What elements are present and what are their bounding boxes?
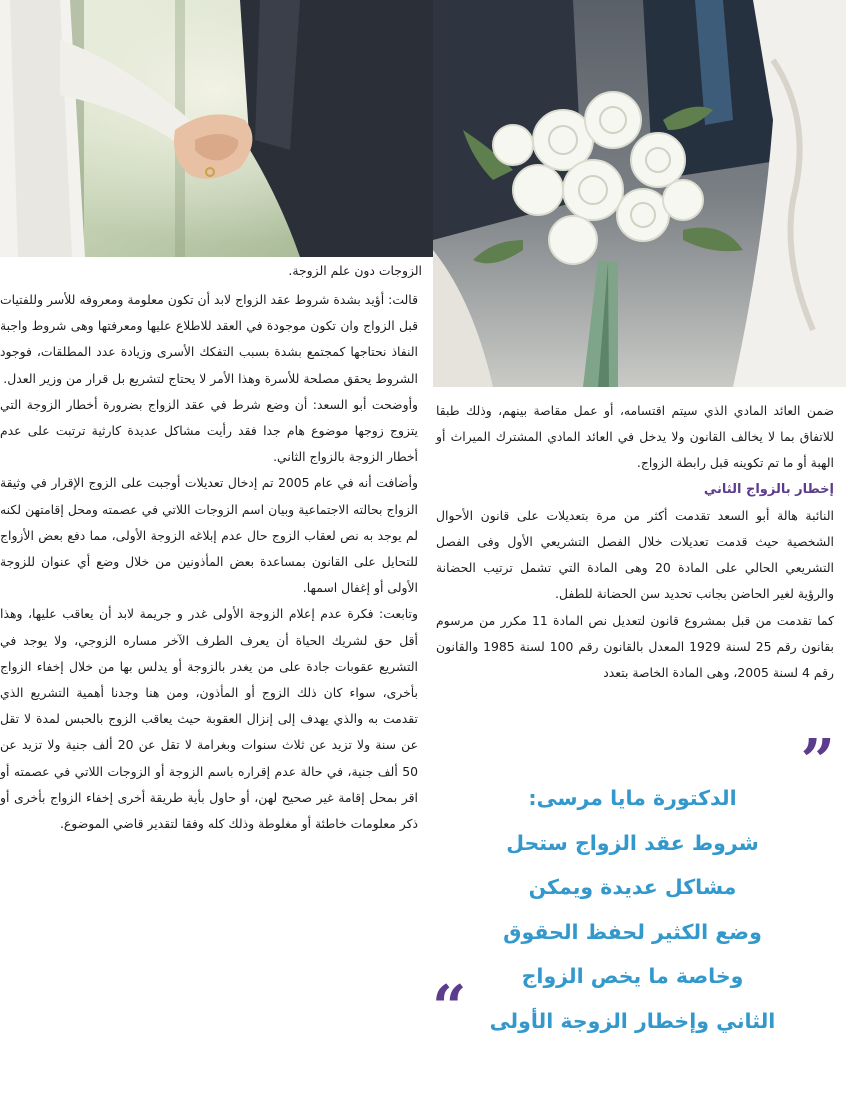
quote-line: وخاصة ما يخص الزواج: [521, 964, 744, 988]
paragraph: النائبة هالة أبو السعد تقدمت أكثر من مرة بتعديلات على قانون الأحوال الشخصية حيث قدمت تعديلات خلال الفصل التشريعي الأول وفى الفصل التشريعي الحالي على المادة 20 وهى المادة التي تشمل ترتيب الحضانة والرؤية لغير الحاضن بجانب تحديد سن الحضانة للطفل.: [436, 507, 834, 602]
quote-line: مشاكل عديدة ويمكن: [528, 875, 737, 899]
right-column: [436, 398, 834, 686]
photo-wedding-bouquet: [433, 0, 846, 387]
paragraph: وأوضحت أبو السعد: أن وضع شرط في عقد الزواج بضرورة أخطار الزوجة التي يتزوج زوجها موضوع هام جدا فقد رأيت مشاكل عديدة كارثية ترتبت على عدم أخطار الزوجة بالزواج الثاني.: [0, 396, 418, 465]
left-column-top: [262, 258, 422, 284]
paragraph: ضمن العائد المادي الذي سيتم اقتسامه، أو عمل مقاصة بينهم، وذلك طبقا للاتفاق بما لا يخالف القانون ولا يدخل في العائد المادي المشترك الميراث أو الهبة أو ما تم تكوينه قبل رابطة الزواج.: [436, 403, 834, 471]
paragraph: وأضافت أنه في عام 2005 تم إدخال تعديلات أوجبت على الزوج الإقرار في وثيقة الزواج بحالته الاجتماعية وبيان اسم الزوجات اللاتي في عصمته ومحل إقامتهن لكنه لم يوجد به نص لعقاب الزوج حال عدم إبلاغه الزوجة الأولى، مما دفع بعض الأزواج للتحايل على القانون بمساعدة بعض المأذونين من خلال وضع أي عنوان للزوجة الأولى أو إغفال اسمها.: [0, 475, 418, 596]
pull-quote-text: [430, 776, 835, 1043]
photo-holding-hands: [0, 0, 433, 257]
pull-quote: [430, 727, 835, 1043]
quote-open-icon: ”: [800, 727, 835, 797]
quote-line: شروط عقد الزواج ستحل: [506, 830, 759, 855]
quote-line: الثاني وإخطار الزوجة الأولى: [489, 1008, 776, 1033]
quote-line: الدكتورة مايا مرسى:: [528, 786, 737, 810]
paragraph: وتابعت: فكرة عدم إعلام الزوجة الأولى غدر و جريمة لابد أن يعاقب عليها، وهذا أقل حق لشريك الحياة أن يعرف الطرف الآخر مساره الزوجي، ولا يوجد في التشريع عقوبات جادة على من يغدر بالزوجة أو يدلس بها من خلال إخفاء الزواج بأخرى، سواء كان ذلك الزوج أو المأذون، ومن هنا وجدنا أهمية التشريع الذي تقدمت به والذي يهدف إلى إنزال العقوبة حيث يعاقب الزوج بالحبس لمدة لا تقل عن سنة ولا تزيد عن ثلاث سنوات وبغرامة لا تقل عن 20 ألف جنية ولا تزيد عن 50 ألف جنية، في حالة عدم إقراره باسم الزوجة أو الزوجات اللاتي في عصمته أو اقر بمحل إقامة غير صحيح لهن، أو حاول بأية طريقة أخرى إخفاء الزواج بأخرى أو ذكر معلومات خاطئة أو مغلوطة وذلك كله وفقا لتقدير قاضي الموضوع.: [0, 606, 418, 832]
section-heading: إخطار بالزواج الثاني: [703, 481, 834, 497]
quote-close-icon: “: [432, 973, 467, 1043]
quote-line: وضع الكثير لحفظ الحقوق: [503, 919, 762, 944]
paragraph: قالت: أؤيد بشدة شروط عقد الزواج لابد أن تكون معلومة ومعروفه للأسر وللفتيات قبل الزواج وان تكون موجودة في العقد للاطلاع عليها ومعرفتها وهى شروط واجبة النفاذ نحتاجها كمجتمع بشدة بسبب التفكك الأسرى وزيادة عدد المطلقات، فوجود الشروط يحقق مصلحة للأسرة وهذا الأمر لا يحتاج لتشريع بل قرار من وزير العدل.: [0, 292, 418, 386]
paragraph: الزوجات دون علم الزوجة.: [288, 263, 422, 278]
left-column-body: [0, 287, 418, 837]
paragraph: كما تقدمت من قبل بمشروع قانون لتعديل نص المادة 11 مكرر من مرسوم بقانون رقم 25 لسنة 1929 المعدل بالقانون رقم 100 لسنة 1985 والقانون رقم 4 لسنة 2005، وهى المادة الخاصة بتعدد: [436, 612, 834, 681]
